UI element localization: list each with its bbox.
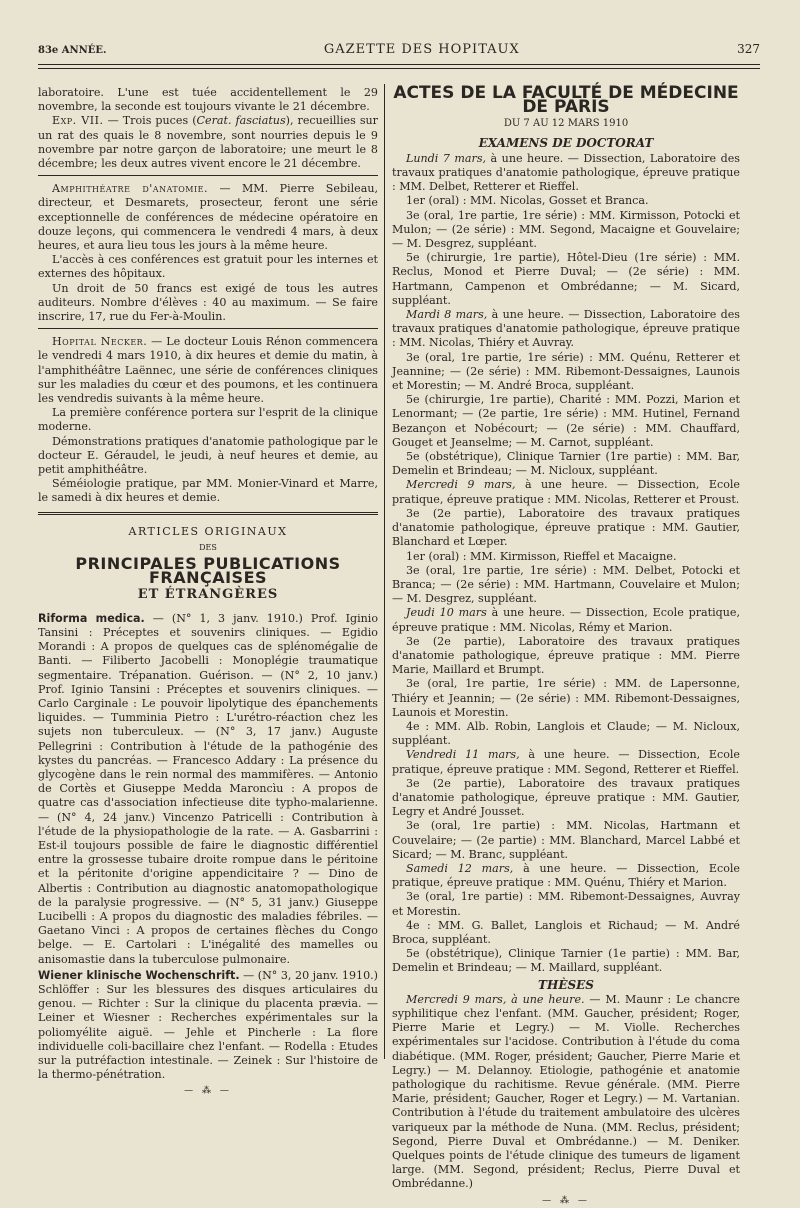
exam-day: Lundi 7 mars, (406, 151, 487, 165)
notice-heading: Amphithéatre d'anatomie. (52, 182, 209, 196)
exam-entry (392, 209, 740, 252)
notice-amphitheatre (38, 182, 378, 253)
exam-text: 3e (oral, 1re partie) : MM. Nicolas, Hartmann et Couvelaire; — (2e partie) : MM. Blanchard, Marcel Labbé et Sicard; — M. Branc, suppléant. (392, 819, 740, 861)
exam-text: 5e (chirurgie, 1re partie), Charité : MM. Pozzi, Marion et Lenormant; — (2e partie, 1re série) : MM. Hutinel, Fernand Bezançon et Nobécourt; — (2e série) : MM. Chauffard, Gouget et Jeanselme; — M. Carnot, suppléant. (392, 393, 740, 449)
exam-entry (392, 308, 740, 351)
left-column (38, 86, 378, 1099)
exam-entry (392, 550, 740, 564)
exam-entry (392, 947, 740, 975)
exam-text: à une heure. — Dissection, Ecole pratique, épreuve pratique : MM. Nicolas, Rémy et Marion. (392, 606, 740, 634)
review-wiener-klinische (38, 969, 378, 1083)
review-text: — (N° 3, 20 janv. 1910.) Schlöffer : Sur les blessures des disques articulaires du genou. — Richter : Sur la clinique du placenta prævia. — Leiner et Wiesner : Recherches expérimentales sur la poliomyélite aiguë. — Jehle et Pincherle : La flore individuelle coli-bacillaire chez l'enfant. — Rodella : Etudes sur la putréfaction intestinale. — Zeinek : Sur l'histoire de la thermo-pénétration. (38, 968, 378, 1082)
paragraph: L'accès à ces conférences est gratuit pour les internes et externes des hôpitaux. (38, 253, 378, 281)
header-rule-top (38, 64, 760, 65)
exam-entry (392, 748, 740, 776)
notice-heading: Hopital Necker. (52, 335, 148, 349)
exam-entry (392, 152, 740, 195)
exam-entry (392, 450, 740, 478)
exam-entry (392, 251, 740, 308)
exam-text: 3e (oral, 1re partie, 1re série) : MM. Delbet, Potocki et Branca; — (2e série) : MM. Hartmann, Couvelaire et Mulon; — M. Desgrez, suppléant. (392, 563, 740, 606)
separator (38, 328, 378, 329)
paragraph: La première conférence portera sur l'esprit de la clinique moderne. (38, 406, 378, 434)
exam-text: 1er (oral) : MM. Kirmisson, Rieffel et Macaigne. (406, 549, 677, 563)
exam-entry (392, 890, 740, 918)
exam-text: 3e (2e partie), Laboratoire des travaux pratiques d'anatomie pathologique, épreuve pratique : MM. Gautier, Blanchard et Lœper. (392, 506, 740, 549)
paragraph: Démonstrations pratiques d'anatomie pathologique par le docteur E. Géraudel, le jeudi, à neuf heures et demie, au petit amphithéâtre. (38, 434, 378, 477)
exam-entry (392, 351, 740, 394)
exam-entry (392, 720, 740, 748)
running-header (38, 42, 760, 64)
exam-text: 3e (oral, 1re partie, 1re série) : MM. de Lapersonne, Thiéry et Jeannin; — (2e série) : MM. Ribemont-Dessaignes, Launois et Morestin. (392, 677, 740, 719)
theses-heading: THÈSES (538, 977, 594, 992)
exam-entry (392, 777, 740, 820)
section-title-line2: DES (199, 542, 217, 552)
exam-entry (392, 819, 740, 862)
exp-text-b: ), recueillies sur un rat des quais le 8 novembre, sont nourries depuis le 9 novembre par notre garçon de laboratoire; une meurt le 8 décembre; les deux autres vivent encore le 21 décembre. (38, 114, 378, 171)
header-year: 83e ANNÉE. (38, 45, 107, 56)
notice-text: — MM. Pierre Sebileau, directeur, et Desmarets, prosecteur, feront une série exceptionnelle de conférences de médecine opératoire en douze leçons, qui commencera le vendredi 4 mars, à deux heures, et aura lieu tous les jours à la même heure. (38, 182, 378, 253)
exam-text: à une heure. — Dissection, Ecole pratique, épreuve pratique : MM. Quénu, Thiéry et Marion. (392, 861, 740, 890)
exam-text: 3e (oral, 1re partie, 1re série) : MM. Quénu, Retterer et Jeannine; — (2e série) : MM. Ribemont-Dessaignes, Launois et Morestin; — M. André Broca, suppléant. (392, 350, 740, 393)
exam-entry (392, 393, 740, 450)
exam-entry (392, 862, 740, 890)
ornament: — ⁂ — (542, 1195, 590, 1206)
exam-text: 3e (2e partie), Laboratoire des travaux pratiques d'anatomie pathologique, épreuve pratique : MM. Pierre Marie, Maillard et Brumpt. (392, 634, 740, 677)
header-page-number: 327 (737, 42, 760, 56)
exam-text: 5e (obstétrique), Clinique Tarnier (1re partie) : MM. Bar, Demelin et Brindeau; — M. Nicloux, suppléant. (392, 450, 740, 478)
exam-text: 4e : MM. G. Ballet, Langlois et Richaud; — M. André Broca, suppléant. (392, 918, 740, 946)
section-title-line4: ET ÉTRANGÈRES (137, 586, 279, 602)
exam-text: à une heure. — Dissection, Laboratoire des travaux pratiques d'anatomie pathologique, épreuve pratique : MM. Delbet, Retterer et Rieffel. (392, 151, 740, 194)
header-journal-title: GAZETTE DES HOPITAUX (323, 42, 520, 57)
exp-label: Exp. VII. (52, 114, 104, 128)
ornament: — ⁂ — (184, 1086, 232, 1097)
exam-day: Vendredi 11 mars, (406, 748, 520, 762)
faculty-title: ACTES DE LA FACULTÉ DE MÉDECINE DE PARIS (393, 83, 739, 118)
exam-entry (392, 507, 740, 550)
paragraph: Séméiologie pratique, par MM. Monier-Vinard et Marre, le samedi à dix heures et demie. (38, 477, 378, 505)
exam-text: 5e (chirurgie, 1re partie), Hôtel-Dieu (1re série) : MM. Reclus, Monod et Pierre Duval; — (2e série) : MM. Hartmann, Campenon et Ombrédanne; — M. Sicard, suppléant. (392, 251, 740, 307)
exam-text: 4e : MM. Alb. Robin, Langlois et Claude; — M. Nicloux, suppléant. (392, 719, 740, 748)
section-title-line1: ARTICLES ORIGINAUX (128, 524, 288, 538)
column-divider (384, 84, 385, 1059)
exams-heading: EXAMENS DE DOCTORAT (478, 135, 654, 150)
theses-date: Mercredi 9 mars, à une heure. (406, 992, 585, 1006)
exam-text: 3e (oral, 1re partie, 1re série) : MM. Kirmisson, Potocki et Mulon; — (2e série) : MM. Segond, Macaigne et Gouvelaire; — M. Desgrez, suppléant. (392, 208, 740, 251)
review-text: — (N° 1, 3 janv. 1910.) Prof. Iginio Tansini : Préceptes et souvenirs cliniques. — Egidio Morandi : A propos de quelques cas de splénomégalie de Banti. — Filiberto Jacobelli : Monoplégie traumatique segmentaire. Trépanation. Guérison. — (N° 2, 10 janv.) Prof. Iginio Tansini : Préceptes et souvenirs cliniques. — Carlo Carginale : Le pouvoir lipolytique des épanchements liquides. — Tumminia Pietro : L'urétro-réaction chez les sujets non tuberculeux. — (N° 3, 17 janv.) Auguste Pellegrini : Contribution à l'étude de la pathogénie des kystes du pancréas. — Francesco Addary : La présence du glycogène dans le rein normal des mammifères. — Antonio de Cortès et Giuseppe Medda Maroncìu : A propos de quatre cas d'association infectieuse dite typho-malarienne. — (N° 4, 24 janv.) Vincenzo Patricelli : Contribution à l'étude de la physiopathologie de la rate. — A. Gasbarrini : Est-il toujours possible de faire le diagnostic différentiel entre la grossesse tubaire droite rompue dans le péritoine et la péritonite d'origine appendicitaire ? — Dino de Albertis : Contribution au diagnostic anatomopathologique de la paralysie progressive. — (N° 5, 31 janv.) Giuseppe Lucibelli : A propos du diagnostic des maladies fébriles. — Gaetano Vinci : A propos de certaines flèches du Congo belge. — E. Cartolari : L'inégalité des mamelles ou anisomastie dans la tuberculose pulmonaire. (38, 611, 378, 966)
double-separator (38, 512, 378, 515)
header-rule-bottom (38, 68, 760, 69)
theses-paragraph (392, 993, 740, 1192)
right-column (392, 83, 740, 1208)
journal-name: Riforma medica. (38, 611, 145, 625)
exam-entry (392, 677, 740, 720)
exam-day: Mercredi 9 mars, (406, 478, 516, 492)
exam-entry (392, 606, 740, 634)
exam-day: Mardi 8 mars, (406, 308, 488, 322)
exam-entry (392, 635, 740, 678)
exam-entry (392, 564, 740, 607)
exam-list (392, 152, 740, 976)
exam-day: Samedi 12 mars, (406, 861, 514, 875)
exam-text: 3e (oral, 1re partie) : MM. Ribemont-Dessaignes, Auvray et Morestin. (392, 890, 740, 918)
exam-day: Jeudi 10 mars (406, 606, 487, 620)
exam-text: à une heure. — Dissection, Ecole pratique, épreuve pratique : MM. Nicolas, Retterer et Proust. (392, 478, 740, 506)
separator (38, 175, 378, 176)
journal-name: Wiener klinische Wochenschrift. (38, 968, 240, 982)
exam-entry (392, 478, 740, 506)
exp-text-a: — Trois puces ( (103, 114, 197, 128)
exam-text: à une heure. — Dissection, Ecole pratique, épreuve pratique : MM. Segond, Retterer et Rieffel. (392, 748, 740, 776)
paragraph: Un droit de 50 francs est exigé de tous les autres auditeurs. Nombre d'élèves : 40 au maximum. — Se faire inscrire, 17, rue du Fer-à-Moulin. (38, 281, 378, 324)
paragraph-continued: laboratoire. L'une est tuée accidentellement le 29 novembre, la seconde est toujours vivante le 21 décembre. (38, 86, 378, 114)
exam-entry (392, 194, 740, 208)
section-title-line3: PRINCIPALES PUBLICATIONS FRANÇAISES (75, 554, 341, 588)
notice-necker (38, 335, 378, 406)
theses-text: — M. Maunr : Le chancre syphilitique chez l'enfant. (MM. Gaucher, président; Roger, Pierre Marie et Legry.) — M. Violle. Recherches expérimentales sur l'acidose. Contribution à l'étude du coma diabétique. (MM. Roger, président; Gaucher, Pierre Marie et Legry.) — M. Delannoy. Etiologie, pathogénie et anatomie pathologique du rachitisme. Revue générale. (MM. Pierre Marie, président; Gaucher, Roger et Legry.) — M. Vartanian. Contribution à l'étude du traitement ambulatoire des ulcères variqueux par la méthode de Nuna. (MM. Reclus, président; Segond, Pierre Duval et Ombrédanne.) — M. Deniker. Quelques points de l'étude clinique des tumeurs de ligament large. (MM. Segond, président; Reclus, Pierre Duval et Ombrédanne.) (392, 992, 740, 1191)
exam-text: à une heure. — Dissection, Laboratoire des travaux pratiques d'anatomie pathologique, épreuve pratique : MM. Nicolas, Thiéry et Auvray. (392, 308, 740, 350)
notice-text: — Le docteur Louis Rénon commencera le vendredi 4 mars 1910, à dix heures et demie du matin, à l'amphithéâtre Laënnec, une série de conférences cliniques sur les maladies du cœur et des poumons, et les continuera les vendredis suivants à la même heure. (38, 335, 378, 406)
review-riforma-medica (38, 612, 378, 967)
faculty-dates: DU 7 AU 12 MARS 1910 (503, 118, 629, 130)
exam-text: 3e (2e partie), Laboratoire des travaux pratiques d'anatomie pathologique, épreuve pratique : MM. Gautier, Legry et André Jousset. (392, 776, 740, 819)
exam-text: 1er (oral) : MM. Nicolas, Gosset et Branca. (406, 194, 649, 208)
exam-entry (392, 919, 740, 947)
paragraph-exp-vii (38, 114, 378, 171)
exam-text: 5e (obstétrique), Clinique Tarnier (1e partie) : MM. Bar, Demelin et Brindeau; — M. Maillard, suppléant. (392, 947, 740, 975)
species-name: Cerat. fasciatus (196, 114, 286, 128)
